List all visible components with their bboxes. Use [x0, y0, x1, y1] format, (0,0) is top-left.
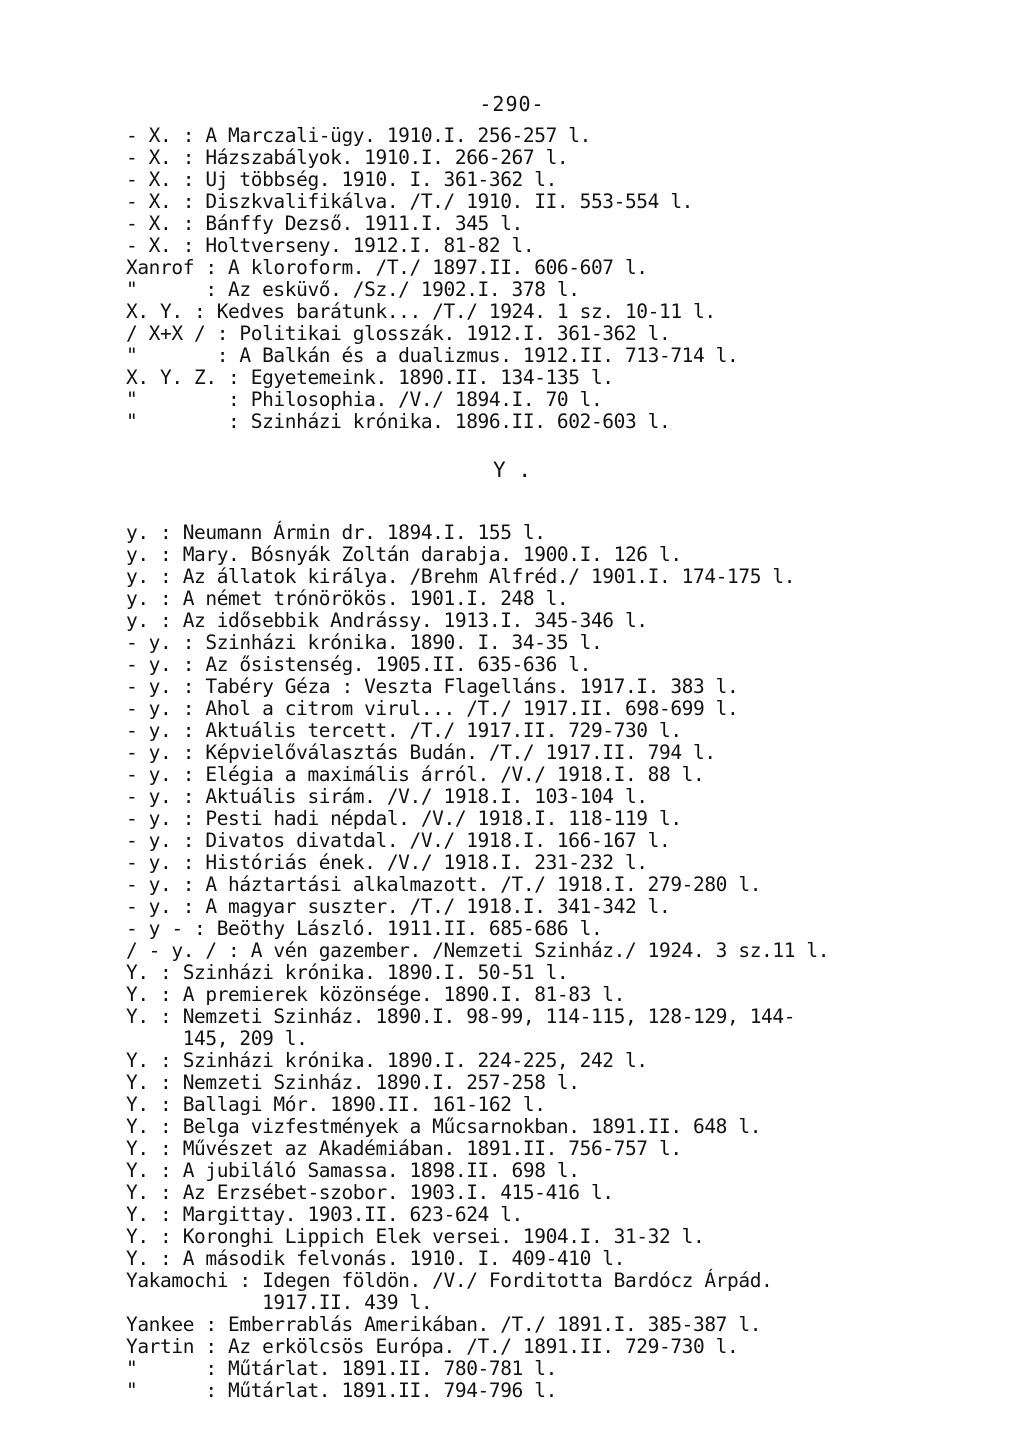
entry-line: 145, 209 l. — [126, 1027, 308, 1050]
entry-line: - y. : Pesti hadi népdal. /V./ 1918.I. 118-119 l. — [126, 807, 682, 830]
entry-line: " : Szinházi krónika. 1896.II. 602-603 l. — [126, 410, 671, 433]
entry-line: Y. : Művészet az Akadémiában. 1891.II. 756-757 l. — [126, 1137, 682, 1160]
entry-line: - X. : Uj többség. 1910. I. 361-362 l. — [126, 168, 557, 191]
entry-line: X. Y. Z. : Egyetemeink. 1890.II. 134-135 l. — [126, 366, 614, 389]
entry-line: Y. : Az Erzsébet-szobor. 1903.I. 415-416 l. — [126, 1181, 614, 1204]
entry-line: - y. : A háztartási alkalmazott. /T./ 1918.I. 279-280 l. — [126, 873, 762, 896]
entry-line: " : Műtárlat. 1891.II. 780-781 l. — [126, 1357, 557, 1380]
entry-line: - X. : Bánffy Dezső. 1911.I. 345 l. — [126, 212, 523, 235]
entry-line: - y. : Elégia a maximális árról. /V./ 1918.I. 88 l. — [126, 763, 705, 786]
entry-line: Y. : A második felvonás. 1910. I. 409-410 l. — [126, 1247, 625, 1270]
entry-line: " : A Balkán és a dualizmus. 1912.II. 713-714 l. — [126, 344, 739, 367]
section-heading-y: Y . — [493, 458, 531, 482]
entry-line: Y. : Ballagi Mór. 1890.II. 161-162 l. — [126, 1093, 546, 1116]
entry-line: - y. : Tabéry Géza : Veszta Flagelláns. 1917.I. 383 l. — [126, 675, 739, 698]
entry-line: Yankee : Emberrablás Amerikában. /T./ 1891.I. 385-387 l. — [126, 1313, 762, 1336]
entry-line: - y. : Divatos divatdal. /V./ 1918.I. 166-167 l. — [126, 829, 671, 852]
entry-line: Y. : Nemzeti Szinház. 1890.I. 98-99, 114-115, 128-129, 144- — [126, 1005, 796, 1028]
entry-line: Y. : Nemzeti Szinház. 1890.I. 257-258 l. — [126, 1071, 580, 1094]
entry-line: " : Az esküvő. /Sz./ 1902.I. 378 l. — [126, 278, 580, 301]
entry-line: y. : Az állatok királya. /Brehm Alfréd./ 1901.I. 174-175 l. — [126, 565, 796, 588]
entry-line: Y. : Belga vizfestmények a Műcsarnokban. 1891.II. 648 l. — [126, 1115, 762, 1138]
entry-line: Xanrof : A kloroform. /T./ 1897.II. 606-607 l. — [126, 256, 648, 279]
entry-line: - X. : Diszkvalifikálva. /T./ 1910. II. 553-554 l. — [126, 190, 693, 213]
entry-line: Y. : A premierek közönsége. 1890.I. 81-83 l. — [126, 983, 625, 1006]
entry-line: - y. : Képvielőválasztás Budán. /T./ 1917.II. 794 l. — [126, 741, 716, 764]
page-number: -290- — [479, 92, 545, 116]
entry-line: Yartin : Az erkölcsös Európa. /T./ 1891.II. 729-730 l. — [126, 1335, 739, 1358]
entry-line: Yakamochi : Idegen földön. /V./ Forditotta Bardócz Árpád. — [126, 1269, 773, 1292]
entry-line: y. : Neumann Ármin dr. 1894.I. 155 l. — [126, 521, 546, 544]
entry-line: y. : A német trónörökös. 1901.I. 248 l. — [126, 587, 569, 610]
entry-line: Y. : A jubiláló Samassa. 1898.II. 698 l. — [126, 1159, 580, 1182]
entry-line: - y. : A magyar suszter. /T./ 1918.I. 341-342 l. — [126, 895, 671, 918]
entry-line: Y. : Koronghi Lippich Elek versei. 1904.I. 31-32 l. — [126, 1225, 705, 1248]
entry-line: - X. : Házszabályok. 1910.I. 266-267 l. — [126, 146, 569, 169]
entry-line: Y. : Margittay. 1903.II. 623-624 l. — [126, 1203, 523, 1226]
entry-line: " : Műtárlat. 1891.II. 794-796 l. — [126, 1379, 557, 1402]
entry-line: - X. : Holtverseny. 1912.I. 81-82 l. — [126, 234, 535, 257]
entry-line: - y. : Az ősistenség. 1905.II. 635-636 l. — [126, 653, 591, 676]
entry-line: 1917.II. 439 l. — [126, 1291, 433, 1314]
entry-line: Y. : Szinházi krónika. 1890.I. 50-51 l. — [126, 961, 569, 984]
entry-line: / X+X / : Politikai glosszák. 1912.I. 361-362 l. — [126, 322, 671, 345]
entry-line: X. Y. : Kedves barátunk... /T./ 1924. 1 sz. 10-11 l. — [126, 300, 716, 323]
entry-line: - y. : Ahol a citrom virul... /T./ 1917.II. 698-699 l. — [126, 697, 739, 720]
entry-line: y. : Mary. Bósnyák Zoltán darabja. 1900.I. 126 l. — [126, 543, 682, 566]
entry-line: " : Philosophia. /V./ 1894.I. 70 l. — [126, 388, 603, 411]
entry-line: y. : Az idősebbik Andrássy. 1913.I. 345-346 l. — [126, 609, 648, 632]
entry-line: - y. : Szinházi krónika. 1890. I. 34-35 l. — [126, 631, 603, 654]
entry-line: - y. : Aktuális tercett. /T./ 1917.II. 729-730 l. — [126, 719, 682, 742]
entry-line: Y. : Szinházi krónika. 1890.I. 224-225, 242 l. — [126, 1049, 648, 1072]
entry-line: - y. : Históriás ének. /V./ 1918.I. 231-232 l. — [126, 851, 648, 874]
entry-line: - y - : Beöthy László. 1911.II. 685-686 l. — [126, 917, 603, 940]
entry-line: - y. : Aktuális sirám. /V./ 1918.I. 103-104 l. — [126, 785, 648, 808]
entry-line: - X. : A Marczali-ügy. 1910.I. 256-257 l. — [126, 124, 591, 147]
entry-line: / - y. / : A vén gazember. /Nemzeti Szinház./ 1924. 3 sz.11 l. — [126, 939, 830, 962]
